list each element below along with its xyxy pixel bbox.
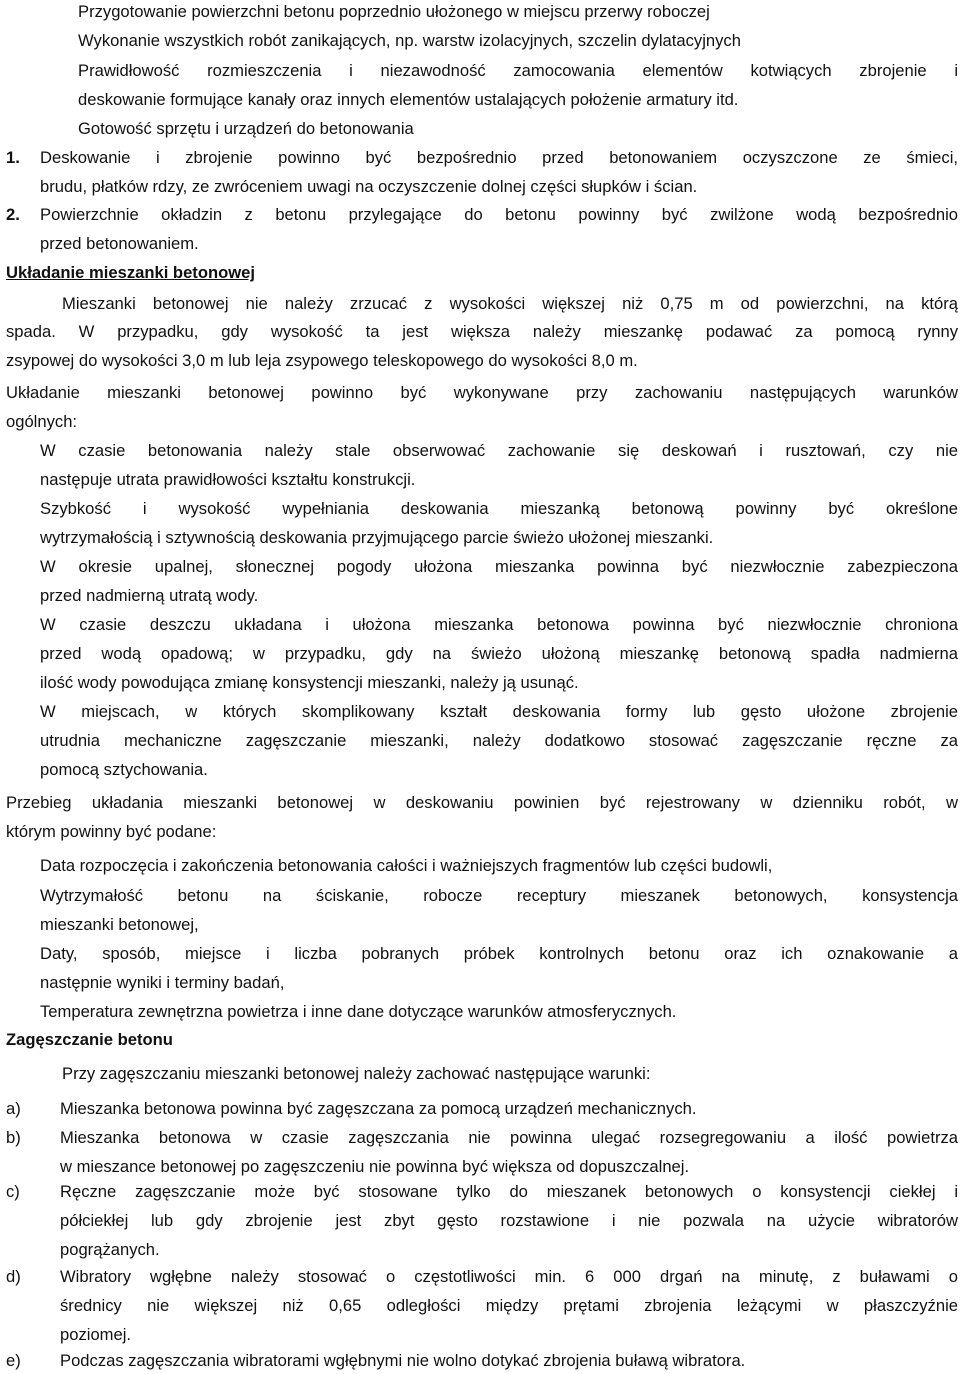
text-line: w mieszance betonowej po zagęszczeniu nie powinna być większa od dopuszczalnej. [60,1157,690,1176]
text-line: Data rozpoczęcia i zakończenia betonowania całości i ważniejszych fragmentów lub części budowli, [40,856,773,875]
text-line: brudu, płatków rdzy, ze zwróceniem uwagi na oczyszczenie dolnej części słupków i ścian. [40,177,698,196]
text-line: przed betonowaniem. [40,234,199,253]
text-line: Mieszanka betonowa w czasie zagęszczania nie powinna ulegać rozsegregowaniu a ilość powietrza [60,1128,958,1147]
text-line: przed nadmierną utratą wody. [40,586,259,605]
list-marker: b) [6,1128,21,1147]
text-line: Mieszanki betonowej nie należy zrzucać z wysokości większej niż 0,75 m od powierzchni, na którą [62,294,958,313]
list-marker: c) [6,1182,20,1201]
text-line: przed wodą opadową; w przypadku, gdy na świeżo ułożoną mieszankę betonową spadła nadmierna [40,644,958,663]
text-line: Powierzchnie okładzin z betonu przylegające do betonu powinny być zwilżone wodą bezpośrednio [40,205,958,224]
text-line: Gotowość sprzętu i urządzeń do betonowania [78,119,414,138]
text-line: mieszanki betonowej, [40,915,199,934]
text-line: następnie wyniki i terminy badań, [40,973,285,992]
text-line: następuje utrata prawidłowości kształtu konstrukcji. [40,470,416,489]
list-marker: 1. [6,148,20,167]
list-marker: 2. [6,205,20,224]
text-line: Przy zagęszczaniu mieszanki betonowej należy zachować następujące warunki: [62,1064,651,1083]
section-heading: Zagęszczanie betonu [6,1030,173,1049]
text-line: Daty, sposób, miejsce i liczba pobranych próbek kontrolnych betonu oraz ich oznakowanie a [40,944,958,963]
text-line: Ręczne zagęszczanie może być stosowane tylko do mieszanek betonowych o konsystencji ciekłej i [60,1182,958,1201]
text-line: poziomej. [60,1325,132,1344]
list-marker: d) [6,1267,21,1286]
text-line: deskowanie formujące kanały oraz innych elementów ustalających położenie armatury itd. [78,90,739,109]
text-line: Deskowanie i zbrojenie powinno być bezpośrednio przed betonowaniem oczyszczone ze śmieci, [40,148,958,167]
text-line: średnicy nie większej niż 0,65 odległości między prętami zbrojenia leżącymi w płaszczyźnie [60,1296,958,1315]
text-line: W okresie upalnej, słonecznej pogody ułożona mieszanka powinna być niezwłocznie zabezpieczona [40,557,958,576]
text-line: Prawidłowość rozmieszczenia i niezawodność zamocowania elementów kotwiących zbrojenie i [78,61,958,80]
text-line: utrudnia mechaniczne zagęszczanie mieszanki, należy dodatkowo stosować zagęszczanie ręczne za [40,731,958,750]
text-line: którym powinny być podane: [6,822,217,841]
text-line: wytrzymałością i sztywnością deskowania przyjmującego parcie świeżo ułożonej mieszanki. [40,528,714,547]
text-line: pomocą sztychowania. [40,760,208,779]
text-line: Podczas zagęszczania wibratorami wgłębnymi nie wolno dotykać zbrojenia buławą wibratora. [60,1351,746,1370]
text-line: półciekłej lub gdy zbrojenie jest zbyt gęsto rozstawione i nie pozwala na użycie wibratorów [60,1211,958,1230]
text-line: Wykonanie wszystkich robót zanikających, np. warstw izolacyjnych, szczelin dylatacyjnych [78,31,741,50]
text-line: ilość wody powodująca zmianę konsystencji mieszanki, należy ją usunąć. [40,673,579,692]
text-line: W czasie deszczu układana i ułożona mieszanka betonowa powinna być niezwłocznie chroniona [40,615,958,634]
text-line: spada. W przypadku, gdy wysokość ta jest większa należy mieszankę podawać za pomocą rynny [6,322,958,341]
list-marker: e) [6,1351,21,1370]
text-line: W miejscach, w których skomplikowany kształt deskowania formy lub gęsto ułożone zbrojenie [40,702,958,721]
text-line: Przygotowanie powierzchni betonu poprzednio ułożonego w miejscu przerwy roboczej [78,2,710,21]
text-line: Temperatura zewnętrzna powietrza i inne dane dotyczące warunków atmosferycznych. [40,1002,677,1021]
text-line: Przebieg układania mieszanki betonowej w deskowaniu powinien być rejestrowany w dzienniku robót, w [6,793,958,812]
text-line: pogrążanych. [60,1240,160,1259]
text-line: Układanie mieszanki betonowej powinno być wykonywane przy zachowaniu następujących warunków [6,383,958,402]
text-line: Wibratory wgłębne należy stosować o częstotliwości min. 6 000 drgań na minutę, z buławami o [60,1267,958,1286]
text-line: ogólnych: [6,412,78,431]
text-line: W czasie betonowania należy stale obserwować zachowanie się deskowań i rusztowań, czy nie [40,441,958,460]
list-marker: a) [6,1099,21,1118]
text-line: zsypowej do wysokości 3,0 m lub leja zsypowego teleskopowego do wysokości 8,0 m. [6,351,638,370]
text-line: Wytrzymałość betonu na ściskanie, robocze receptury mieszanek betonowych, konsystencja [40,886,958,905]
section-heading: Układanie mieszanki betonowej [6,263,255,282]
text-line: Szybkość i wysokość wypełniania deskowania mieszanką betonową powinny być określone [40,499,958,518]
text-line: Mieszanka betonowa powinna być zagęszczana za pomocą urządzeń mechanicznych. [60,1099,697,1118]
